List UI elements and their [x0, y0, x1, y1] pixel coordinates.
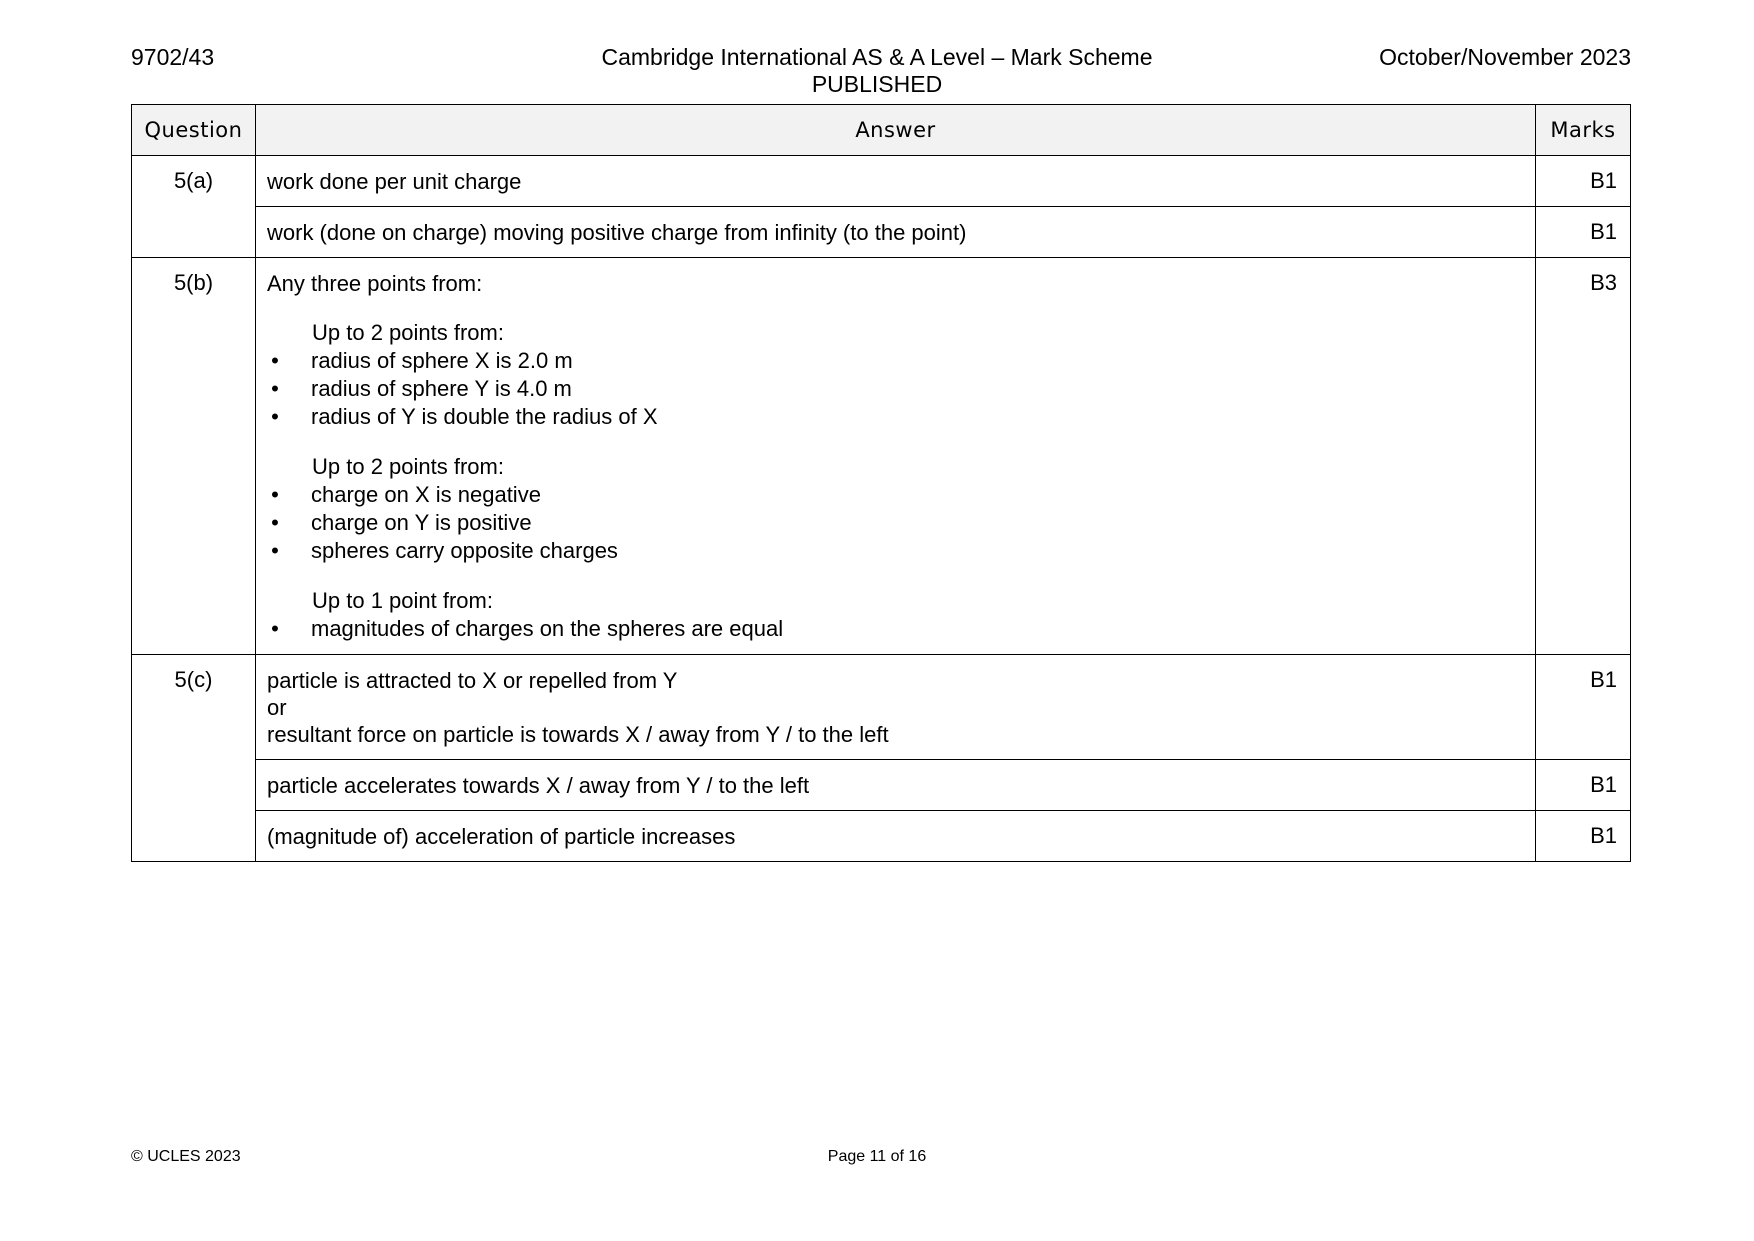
- answer-cell: (magnitude of) acceleration of particle increases: [256, 811, 1536, 862]
- answer-cell: [256, 258, 1536, 655]
- question-number: 5(b): [132, 258, 256, 655]
- mark-cell: B1: [1536, 811, 1631, 862]
- mark-scheme-table: [131, 104, 1631, 862]
- bullet-icon: •: [271, 538, 279, 563]
- answer-line: particle is attracted to X or repelled from Y: [267, 668, 678, 693]
- mark-cell: B1: [1536, 760, 1631, 811]
- list-item: [267, 481, 1525, 509]
- point-group: [267, 453, 1525, 565]
- bullet-icon: •: [271, 348, 279, 373]
- answer-cell: [256, 655, 1536, 760]
- bullet-icon: •: [271, 616, 279, 641]
- point-group: [267, 319, 1525, 431]
- document-title: Cambridge International AS & A Level – Mark Scheme: [601, 44, 1153, 70]
- list-item-text: magnitudes of charges on the spheres are equal: [311, 616, 784, 641]
- bullet-list: [271, 615, 1525, 643]
- copyright-notice: © UCLES 2023: [131, 1148, 241, 1165]
- question-number: 5(c): [132, 655, 256, 862]
- list-item: [267, 375, 1525, 403]
- answer-line: or: [267, 695, 287, 720]
- bullet-icon: •: [271, 482, 279, 507]
- table-row: [132, 156, 1631, 207]
- list-item-text: spheres carry opposite charges: [311, 538, 618, 563]
- list-item: [267, 509, 1525, 537]
- mark-cell: B1: [1536, 207, 1631, 258]
- table-row: [132, 760, 1631, 811]
- bullet-list: [271, 481, 1525, 565]
- list-item-text: radius of sphere X is 2.0 m: [311, 348, 573, 373]
- list-item: [267, 347, 1525, 375]
- answer-line: resultant force on particle is towards X / away from Y / to the left: [267, 722, 889, 747]
- point-group-lead: Up to 2 points from:: [312, 454, 504, 479]
- list-item-text: charge on X is negative: [311, 482, 541, 507]
- marks-column-header: Marks: [1536, 105, 1631, 156]
- bullet-list: [271, 347, 1525, 431]
- mark-cell: B3: [1536, 258, 1631, 655]
- question-number: 5(a): [132, 156, 256, 258]
- bullet-icon: •: [271, 404, 279, 429]
- table-row: [132, 258, 1631, 655]
- table-header-row: [132, 105, 1631, 156]
- list-item: [267, 615, 1525, 643]
- bullet-icon: •: [271, 510, 279, 535]
- table-row: [132, 655, 1631, 760]
- mark-cell: B1: [1536, 655, 1631, 760]
- point-group-lead: Up to 1 point from:: [312, 588, 493, 613]
- question-column-header: Question: [132, 105, 256, 156]
- answer-intro: Any three points from:: [267, 271, 483, 296]
- list-item-text: radius of sphere Y is 4.0 m: [311, 376, 572, 401]
- page-number: Page 11 of 16: [827, 1148, 927, 1165]
- answer-cell: work done per unit charge: [256, 156, 1536, 207]
- mark-cell: B1: [1536, 156, 1631, 207]
- answer-column-header: Answer: [256, 105, 1536, 156]
- list-item-text: radius of Y is double the radius of X: [311, 404, 658, 429]
- point-group: [267, 587, 1525, 643]
- bullet-icon: •: [271, 376, 279, 401]
- point-group-lead: Up to 2 points from:: [312, 320, 504, 345]
- table-row: [132, 811, 1631, 862]
- exam-session: October/November 2023: [1379, 44, 1631, 70]
- published-label: PUBLISHED: [811, 71, 943, 97]
- answer-cell: particle accelerates towards X / away from Y / to the left: [256, 760, 1536, 811]
- list-item: [267, 403, 1525, 431]
- paper-code: 9702/43: [131, 44, 215, 70]
- list-item: [267, 537, 1525, 565]
- answer-cell: work (done on charge) moving positive charge from infinity (to the point): [256, 207, 1536, 258]
- table-row: [132, 207, 1631, 258]
- list-item-text: charge on Y is positive: [311, 510, 532, 535]
